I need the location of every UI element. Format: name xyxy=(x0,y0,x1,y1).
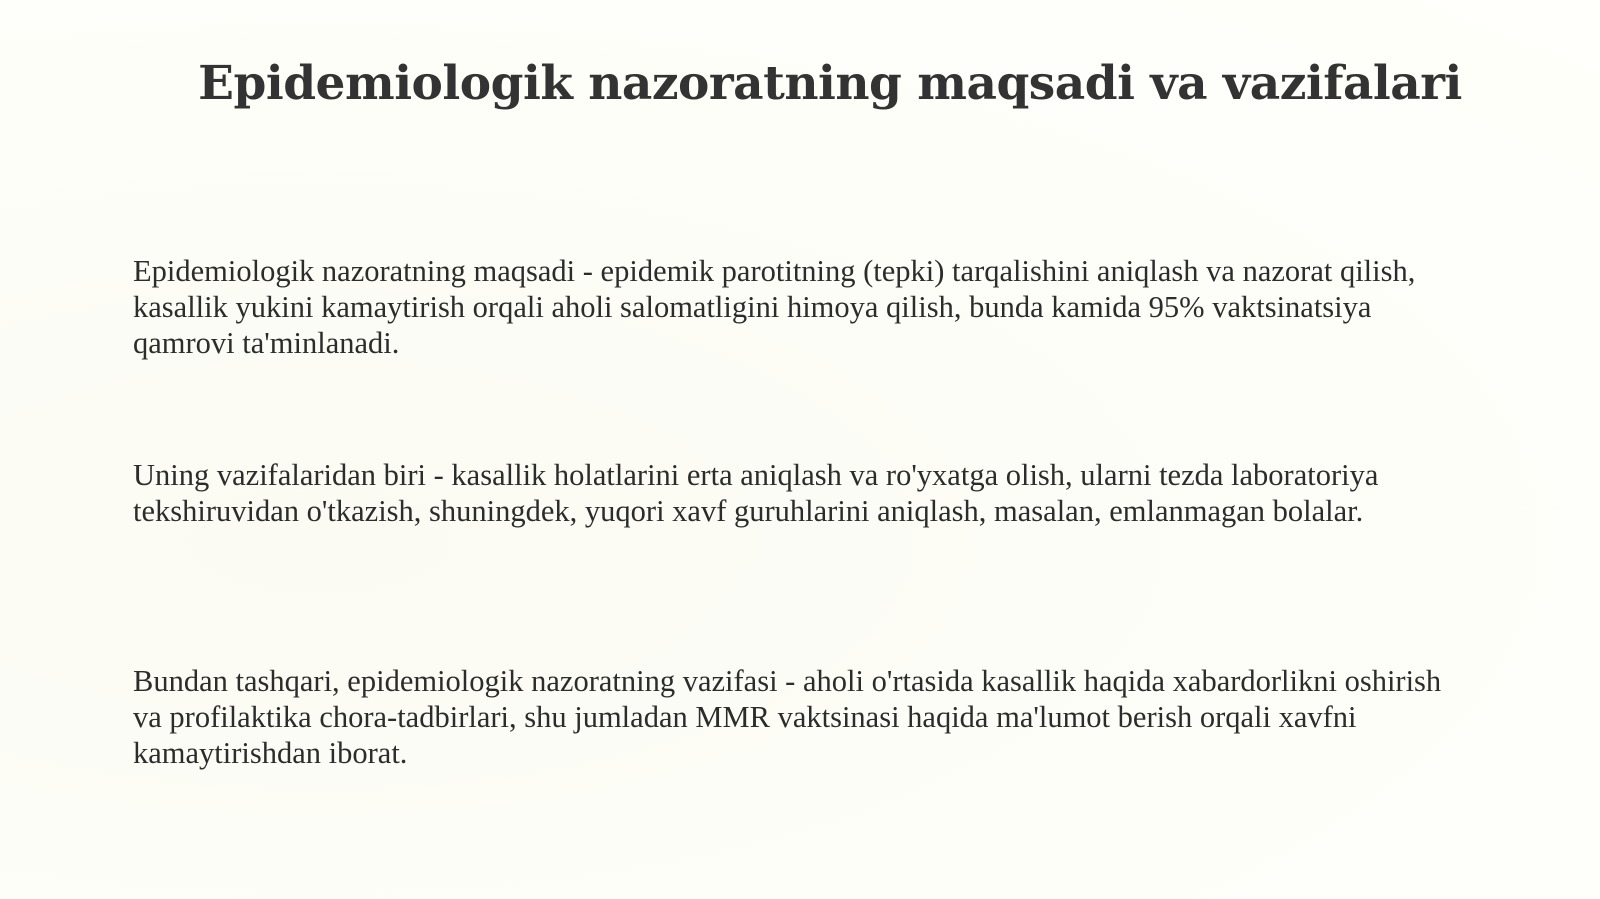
paragraph-awareness: Bundan tashqari, epidemiologik nazoratning vazifasi - aholi o'rtasida kasallik haqida xabardorlikni oshirish va profilaktika chora-tadbirlari, shu jumladan MMR vaktsinasi haqida ma'lumot berish orqali xavfni kamaytirishdan iborat. xyxy=(133,664,1442,770)
paragraph-tasks: Uning vazifalaridan biri - kasallik holatlarini erta aniqlash va ro'yxatga olish, ularni tezda laboratoriya tekshiruvidan o'tkazish, shuningdek, yuqori xavf guruhlarini aniqlash, masalan, emlanmagan bolalar. xyxy=(133,458,1379,528)
paragraph-goal: Epidemiologik nazoratning maqsadi - epidemik parotitning (tepki) tarqalishini aniqlash va nazorat qilish, kasallik yukini kamaytirish orqali aholi salomatligini himoya qilish, bunda kamida 95% vaktsinatsiya qamrovi ta'minlanadi. xyxy=(133,254,1416,360)
slide-title: Epidemiologik nazoratning maqsadi va vazifalari xyxy=(198,56,1462,111)
